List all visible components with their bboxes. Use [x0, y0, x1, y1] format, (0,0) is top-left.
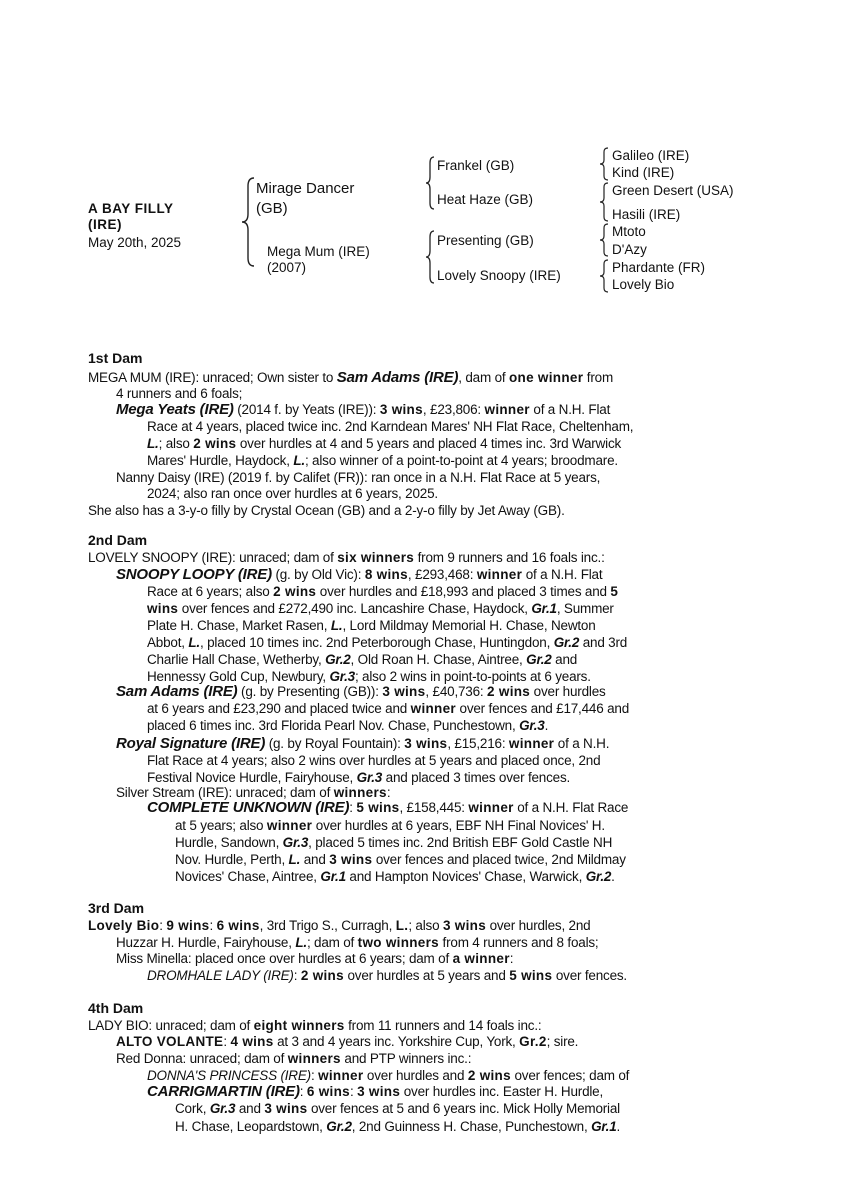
alto-volante-entry: ALTO VOLANTE: 4 wins at 3 and 4 years inc. Yorkshire Cup, York, Gr.2; sire.: [116, 1034, 579, 1049]
pedigree-brace-sire: [424, 155, 436, 211]
first-dam-intro: MEGA MUM (IRE): unraced; Own sister to Sam Adams (IRE), dam of one winner from: [88, 369, 614, 386]
royal-signature-entry: Royal Signature (IRE) (g. by Royal Fountain): 3 wins, £15,216: winner of a N.H.: [116, 735, 610, 752]
carrigmartin-entry: CARRIGMARTIN (IRE): 6 wins: 3 wins over hurdles inc. Easter H. Hurdle,: [147, 1083, 604, 1100]
pedigree-dam: Mega Mum (IRE) (2007): [267, 244, 370, 275]
foal-subject: [88, 201, 181, 251]
pedigree-brace-ss: [598, 147, 610, 181]
pedigree-ddd: Lovely Bio: [612, 277, 675, 292]
foal-description: A BAY FILLY: [88, 201, 174, 216]
donnas-princess-entry: DONNA'S PRINCESS (IRE): winner over hurdles and 2 wins over fences; dam of: [147, 1068, 630, 1083]
red-donna-entry: Red Donna: unraced; dam of winners and PTP winners inc.:: [116, 1051, 472, 1066]
pedigree-brace-dam: [424, 229, 436, 285]
heading-first-dam: 1st Dam: [88, 350, 143, 366]
pedigree-dss: Mtoto: [612, 224, 646, 239]
pedigree-brace-main: [240, 176, 256, 268]
third-dam-line1: Lovely Bio: 9 wins: 6 wins, 3rd Trigo S., Curragh, L.; also 3 wins over hurdles, 2nd: [88, 918, 591, 933]
pedigree-sire-sire: Frankel (GB): [437, 158, 515, 173]
pedigree-dam-sire: Presenting (GB): [437, 233, 534, 248]
pedigree-dsd: D'Azy: [612, 242, 647, 257]
pedigree-ssd: Kind (IRE): [612, 165, 675, 180]
heading-second-dam: 2nd Dam: [88, 532, 148, 548]
mega-yeats-entry: Mega Yeats (IRE) (2014 f. by Yeats (IRE)): 3 wins, £23,806: winner of a N.H. Flat: [116, 401, 611, 418]
miss-minella-entry: Miss Minella: placed once over hurdles at 6 years; dam of a winner:: [116, 951, 514, 966]
first-dam-intro-cont: 4 runners and 6 foals;: [116, 386, 243, 401]
pedigree-sdd: Hasili (IRE): [612, 207, 681, 222]
pedigree-sss: Galileo (IRE): [612, 148, 690, 163]
pedigree-sire: Mirage Dancer (GB): [256, 180, 355, 217]
second-dam-intro: LOVELY SNOOPY (IRE): unraced; dam of six winners from 9 runners and 16 foals inc.:: [88, 550, 605, 565]
snoopy-loopy-entry: SNOOPY LOOPY (IRE) (g. by Old Vic): 8 wins, £293,468: winner of a N.H. Flat: [116, 566, 603, 583]
nanny-daisy-entry: Nanny Daisy (IRE) (2019 f. by Califet (FR)): ran once in a N.H. Flat Race at 5 years,: [116, 470, 601, 485]
pedigree-sire-dam: Heat Haze (GB): [437, 192, 534, 207]
complete-unknown-entry: COMPLETE UNKNOWN (IRE): 5 wins, £158,445: winner of a N.H. Flat Race: [147, 799, 629, 816]
dromhale-lady-entry: DROMHALE LADY (IRE): 2 wins over hurdles at 5 years and 5 wins over fences.: [147, 968, 627, 983]
pedigree-sds: Green Desert (USA): [612, 183, 734, 198]
foal-date-of-birth: May 20th, 2025: [88, 235, 182, 250]
heading-fourth-dam: 4th Dam: [88, 1000, 144, 1016]
pedigree-dds: Phardante (FR): [612, 260, 706, 275]
pedigree-dam-dam: Lovely Snoopy (IRE): [437, 268, 561, 283]
silver-stream-entry: Silver Stream (IRE): unraced; dam of winners:: [116, 785, 391, 800]
pedigree-brace-dd: [598, 259, 610, 293]
pedigree-brace-sd: [598, 182, 610, 222]
heading-third-dam: 3rd Dam: [88, 900, 145, 916]
first-dam-also: She also has a 3-y-o filly by Crystal Ocean (GB) and a 2-y-o filly by Jet Away (GB).: [88, 503, 565, 518]
sam-adams-entry: Sam Adams (IRE) (g. by Presenting (GB)): 3 wins, £40,736: 2 wins over hurdles: [116, 683, 606, 700]
pedigree-brace-ds: [598, 223, 610, 257]
fourth-dam-intro: LADY BIO: unraced; dam of eight winners from 11 runners and 14 foals inc.:: [88, 1018, 542, 1033]
foal-country: (IRE): [88, 217, 122, 232]
